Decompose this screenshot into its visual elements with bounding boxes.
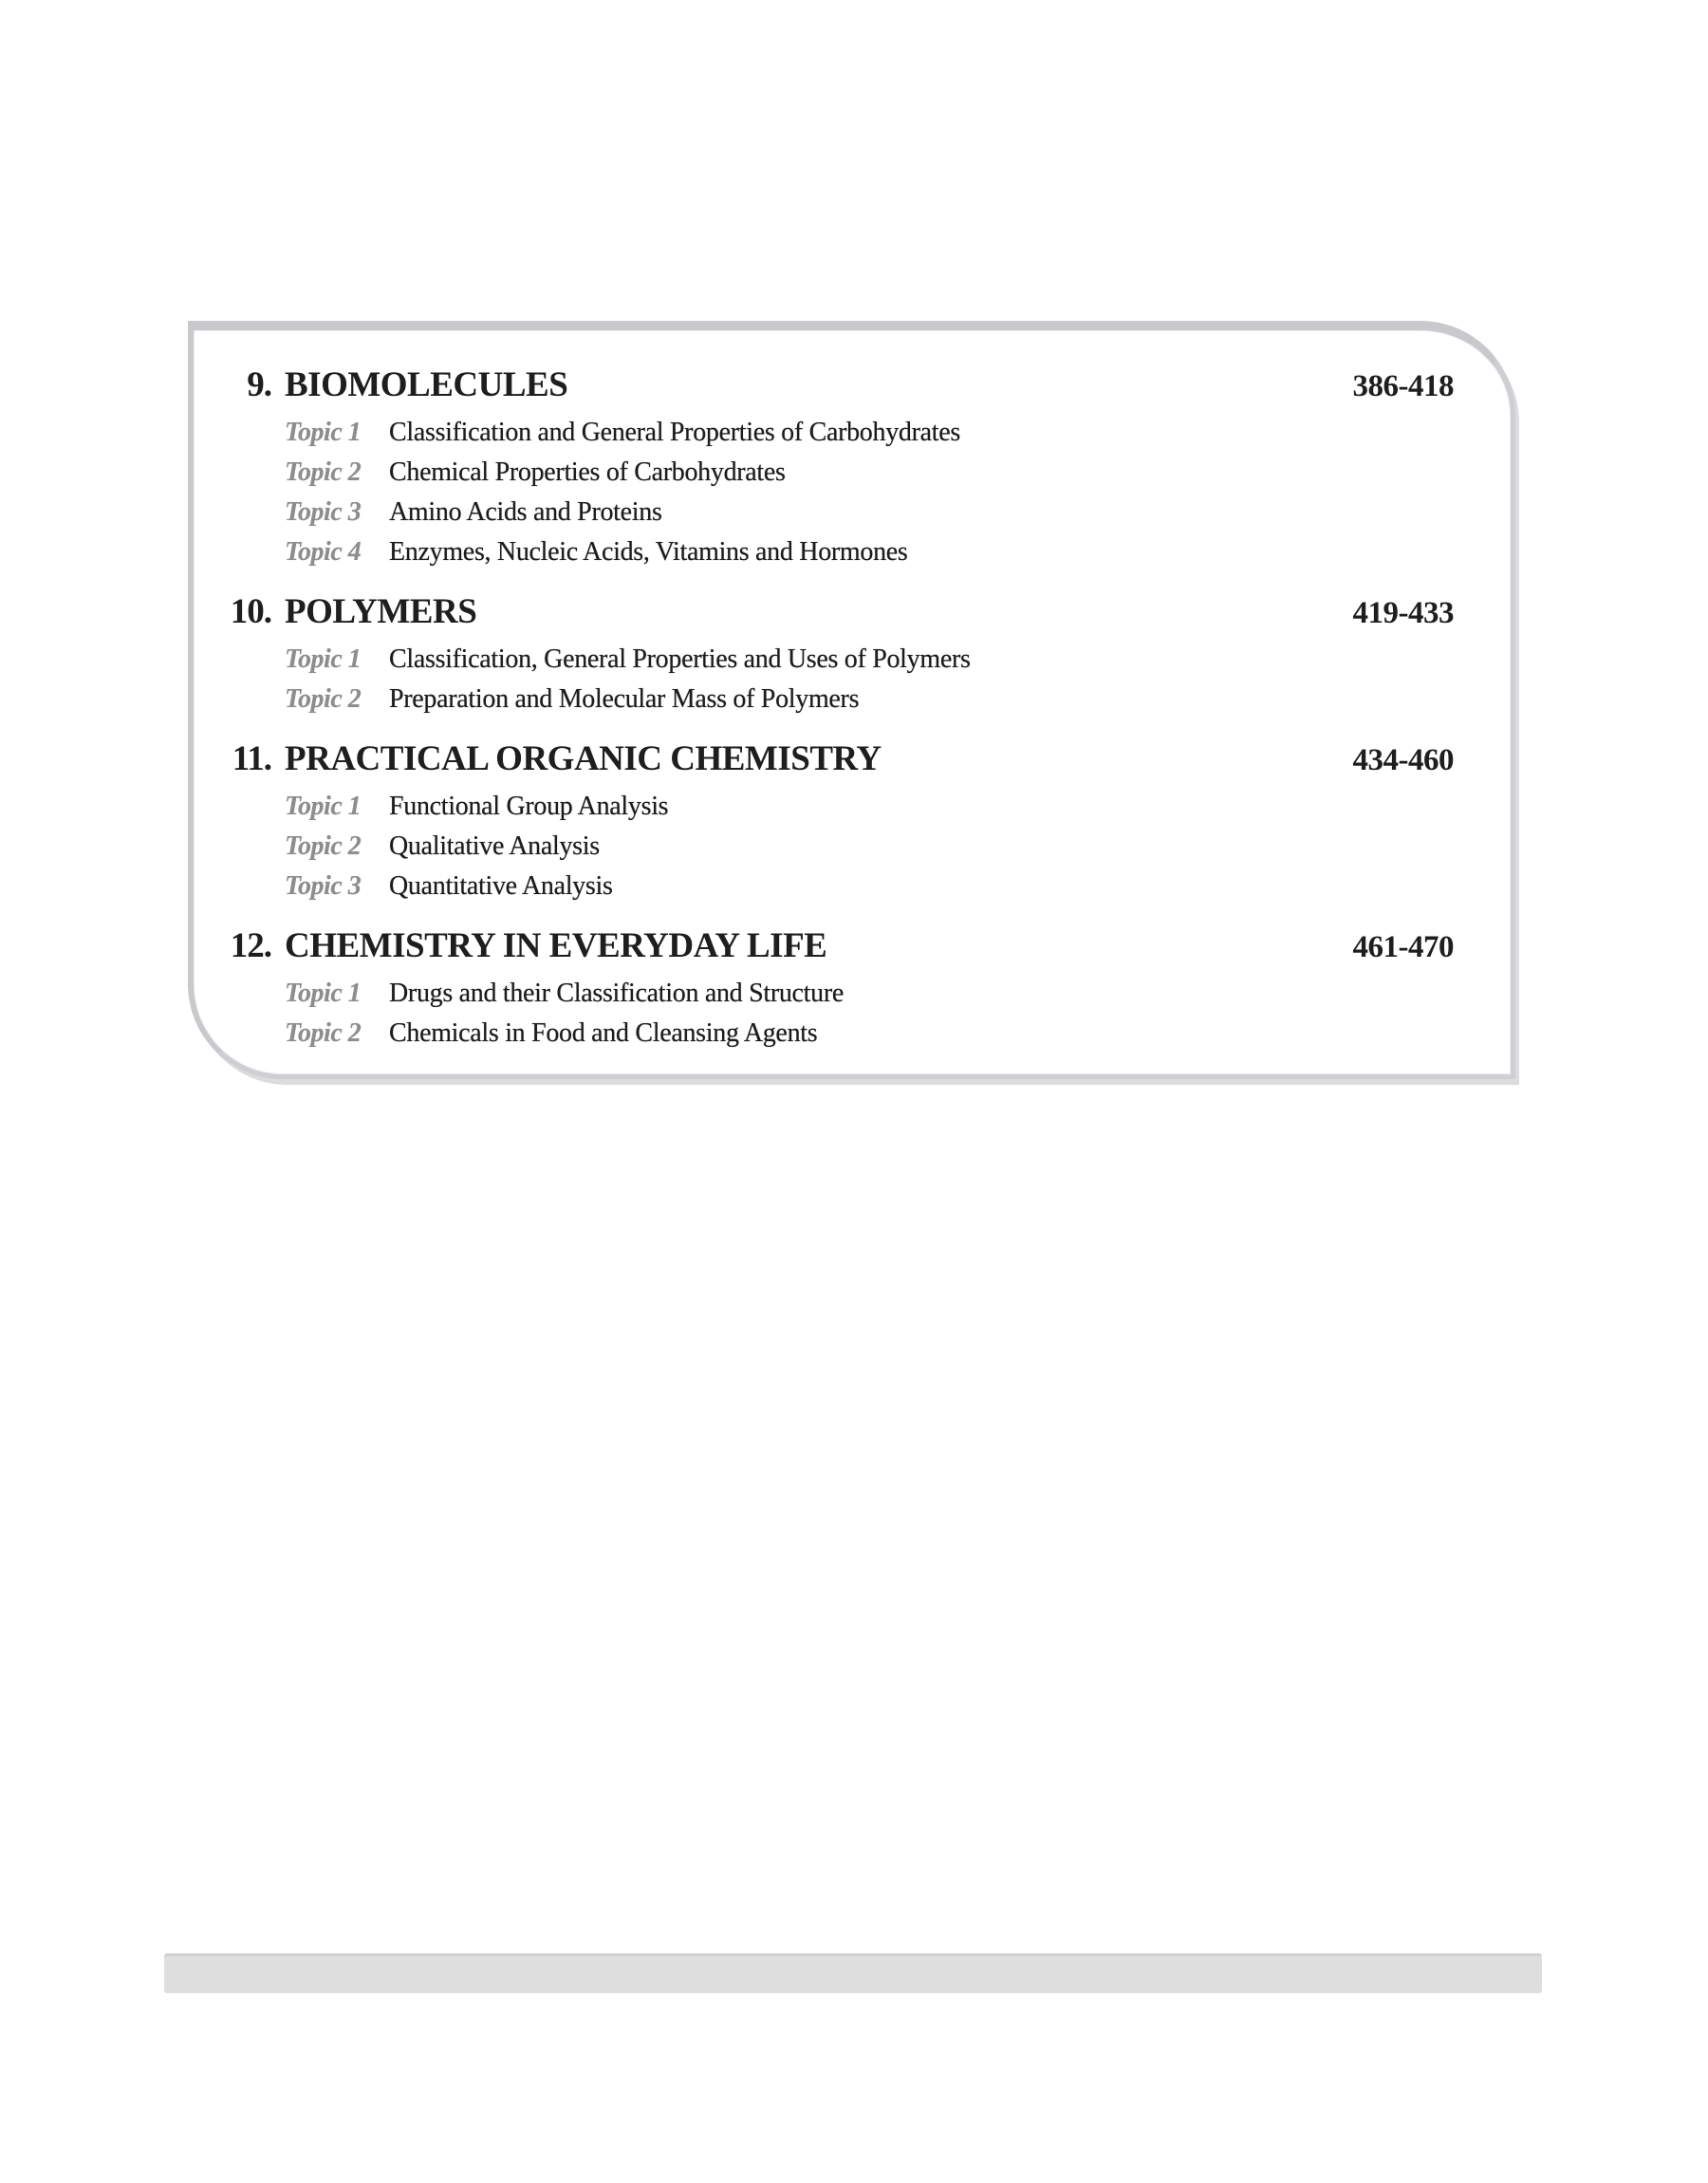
topic-title: Enzymes, Nucleic Acids, Vitamins and Hormones <box>389 537 908 567</box>
chapter-polymers <box>194 593 1454 719</box>
toc-panel <box>188 321 1515 1079</box>
topic-title: Qualitative Analysis <box>389 831 600 861</box>
topic-label: Topic 2 <box>285 1018 362 1048</box>
topic-label: Topic 2 <box>285 684 362 714</box>
chapter-title: POLYMERS <box>285 592 477 631</box>
chapter-number: 11. <box>232 739 271 778</box>
topic-row <box>285 453 1454 493</box>
topic-title: Chemicals in Food and Cleansing Agents <box>389 1018 818 1048</box>
topic-title: Classification, General Properties and Uses of Polymers <box>389 644 971 674</box>
footer-divider-bar <box>164 1953 1542 1993</box>
chapter-biomolecules <box>194 366 1454 572</box>
chapter-page-range: 419-433 <box>1352 596 1454 630</box>
chapter-title: PRACTICAL ORGANIC CHEMISTRY <box>285 739 882 778</box>
topic-title: Quantitative Analysis <box>389 871 613 901</box>
topic-row <box>285 827 1454 867</box>
topic-title: Chemical Properties of Carbohydrates <box>389 457 786 487</box>
topic-row <box>285 640 1454 680</box>
topic-label: Topic 2 <box>285 831 362 861</box>
topic-title: Functional Group Analysis <box>389 792 669 821</box>
chapter-page-range: 434-460 <box>1352 743 1454 777</box>
topic-row <box>285 413 1454 453</box>
topic-label: Topic 2 <box>285 457 362 487</box>
topic-label: Topic 1 <box>285 792 362 821</box>
chapter-heading <box>194 366 1454 405</box>
chapter-heading <box>194 927 1454 966</box>
chapter-title: BIOMOLECULES <box>285 365 568 404</box>
topic-row <box>285 493 1454 532</box>
topic-title: Preparation and Molecular Mass of Polymers <box>389 684 860 714</box>
topic-row <box>285 532 1454 572</box>
topic-title: Drugs and their Classification and Structure <box>389 979 845 1008</box>
topic-label: Topic 3 <box>285 871 362 901</box>
topic-row <box>285 787 1454 827</box>
topic-list <box>285 413 1454 572</box>
chapter-page-range: 461-470 <box>1352 930 1454 964</box>
topic-row <box>285 867 1454 906</box>
topic-label: Topic 4 <box>285 537 362 567</box>
chapter-chemistry-in-everyday-life <box>194 927 1454 1054</box>
topic-row <box>285 1014 1454 1054</box>
topic-title: Classification and General Properties of Carbohydrates <box>389 418 960 447</box>
chapter-heading <box>194 740 1454 779</box>
chapter-heading <box>194 593 1454 632</box>
topic-label: Topic 3 <box>285 497 362 527</box>
chapter-page-range: 386-418 <box>1352 369 1454 403</box>
topic-label: Topic 1 <box>285 644 362 674</box>
topic-row <box>285 680 1454 719</box>
chapter-number: 12. <box>230 926 271 965</box>
chapter-practical-organic-chemistry <box>194 740 1454 906</box>
topic-label: Topic 1 <box>285 979 362 1008</box>
topic-row <box>285 974 1454 1014</box>
topic-list <box>285 974 1454 1054</box>
topic-label: Topic 1 <box>285 418 362 447</box>
topic-list <box>285 787 1454 906</box>
chapter-number: 9. <box>247 365 271 404</box>
chapter-title: CHEMISTRY IN EVERYDAY LIFE <box>285 926 827 965</box>
topic-title: Amino Acids and Proteins <box>389 497 662 527</box>
topic-list <box>285 640 1454 719</box>
chapter-number: 10. <box>230 592 271 631</box>
